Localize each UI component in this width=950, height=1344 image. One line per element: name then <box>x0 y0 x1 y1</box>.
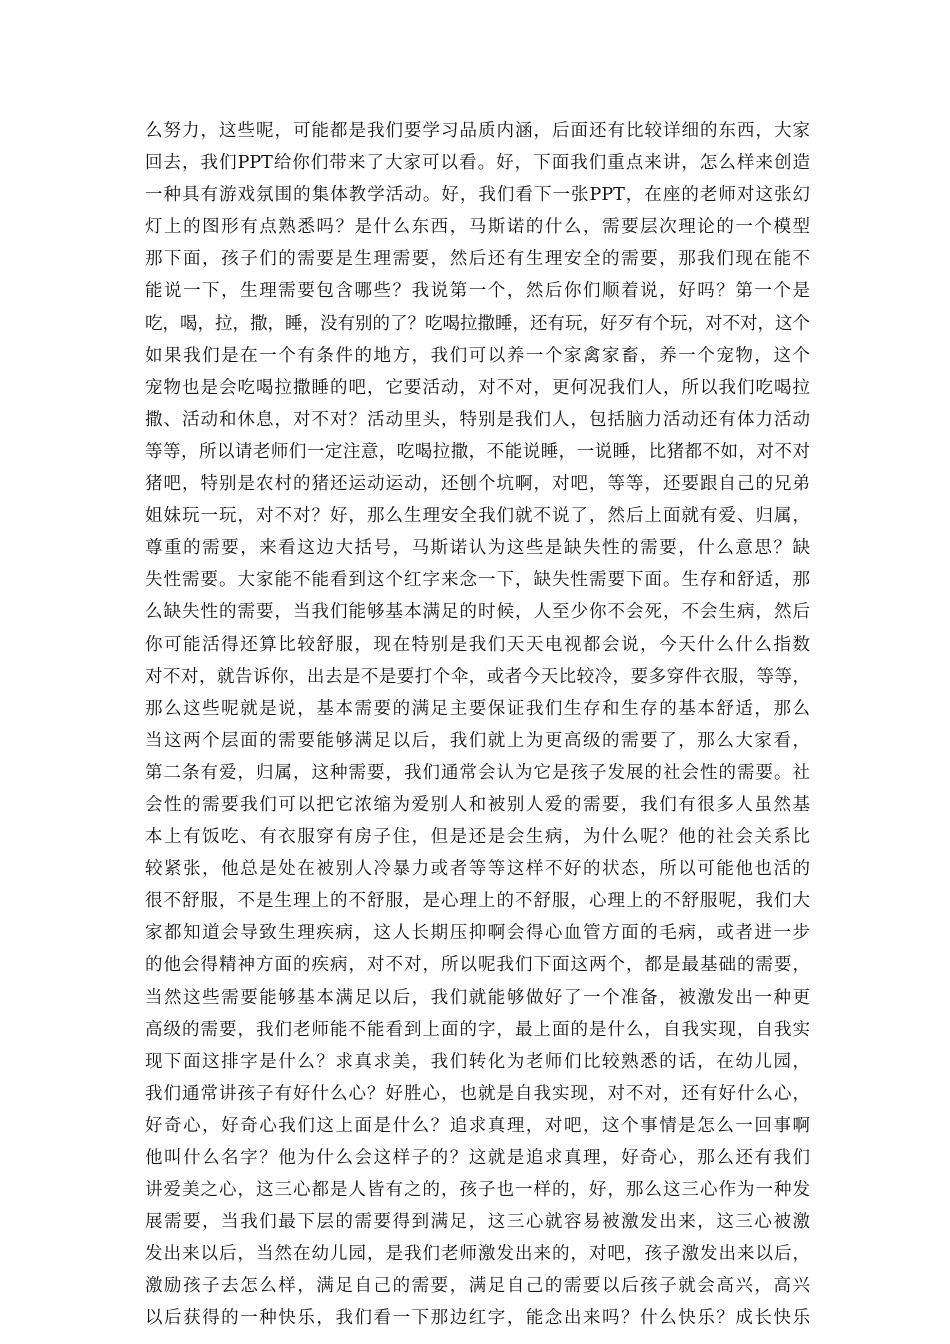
text-line: 现下面这排字是什么？求真求美，我们转化为老师们比较熟悉的话，在幼儿园， <box>145 1051 810 1072</box>
text-line: 回去，我们PPT给你们带来了大家可以看。好，下面我们重点来讲，怎么样来创造 <box>145 153 810 174</box>
text-line: 我们通常讲孩子有好什么心？好胜心，也就是自我实现，对不对，还有好什么心， <box>145 1083 810 1104</box>
text-line: 么努力，这些呢，可能都是我们要学习品质内涵，后面还有比较详细的东西，大家 <box>145 121 810 141</box>
text-line: 失性需要。大家能不能看到这个红字来念一下，缺失性需要下面。生存和舒适，那 <box>145 570 810 591</box>
text-line: 猪吧，特别是农村的猪还运动运动，还刨个坑啊，对吧，等等，还要跟自己的兄弟 <box>145 474 810 495</box>
text-line: 的他会得精神方面的疾病，对不对，所以呢我们下面这两个，都是最基础的需要， <box>145 955 810 976</box>
text-line: 宠物也是会吃喝拉撒睡的吧，它要活动，对不对，更何况我们人，所以我们吃喝拉 <box>145 377 810 398</box>
text-line: 很不舒服，不是生理上的不舒服，是心理上的不舒服，心理上的不舒服呢，我们大 <box>145 891 810 912</box>
text-line: 当然这些需要能够基本满足以后，我们就能够做好了一个准备，被激发出一种更 <box>145 987 810 1008</box>
text-line: 如果我们是在一个有条件的地方，我们可以养一个家禽家畜，养一个宠物，这个 <box>145 345 810 366</box>
text-line: 激励孩子去怎么样，满足自己的需要，满足自己的需要以后孩子就会高兴，高兴 <box>145 1276 810 1297</box>
text-line: 灯上的图形有点熟悉吗？是什么东西，马斯诺的什么，需要层次理论的一个模型 <box>145 217 810 238</box>
text-line: 会性的需要我们可以把它浓缩为爱别人和被别人爱的需要，我们有很多人虽然基 <box>145 794 810 815</box>
text-line: 本上有饭吃、有衣服穿有房子住，但是还是会生病，为什么呢？他的社会关系比 <box>145 827 810 848</box>
text-line: 等等，所以请老师们一定注意，吃喝拉撒，不能说睡，一说睡，比猪都不如，对不对 <box>145 441 810 462</box>
text-line: 撒、活动和休息，对不对？活动里头，特别是我们人，包括脑力活动还有体力活动 <box>145 409 810 430</box>
text-line: 那么这些呢就是说，基本需要的满足主要保证我们生存和生存的基本舒适，那么 <box>145 698 810 719</box>
text-line: 姐妹玩一玩，对不对？好，那么生理安全我们就不说了，然后上面就有爱、归属， <box>145 506 810 527</box>
text-line: 第二条有爱，归属，这种需要，我们通常会认为它是孩子发展的社会性的需要。社 <box>145 762 810 783</box>
text-line: 吃，喝，拉，撒，睡，没有别的了？吃喝拉撒睡，还有玩，好歹有个玩，对不对，这个 <box>145 313 810 334</box>
text-line: 发出来以后，当然在幼儿园，是我们老师激发出来的，对吧，孩子激发出来以后， <box>145 1244 810 1265</box>
text-line: 你可能活得还算比较舒服，现在特别是我们天天电视都会说，今天什么什么指数 <box>145 634 810 655</box>
document-page <box>145 115 810 1335</box>
text-line: 他叫什么名字？他为什么会这样子的？这就是追求真理，好奇心，那么还有我们 <box>145 1148 810 1168</box>
text-line: 对不对，就告诉你，出去是不是要打个伞，或者今天比较冷，要多穿件衣服，等等， <box>145 666 810 687</box>
text-line: 那下面，孩子们的需要是生理需要，然后还有生理安全的需要，那我们现在能不 <box>145 249 810 270</box>
text-line: 以后获得的一种快乐，我们看一下那边红字，能念出来吗？什么快乐？成长快乐 <box>145 1308 810 1329</box>
text-line: 么缺失性的需要，当我们能够基本满足的时候，人至少你不会死，不会生病，然后 <box>145 602 810 623</box>
text-line: 好奇心，好奇心我们这上面是什么？追求真理，对吧，这个事情是怎么一回事啊 <box>145 1115 810 1136</box>
text-line: 高级的需要，我们老师能不能看到上面的字，最上面的是什么，自我实现，自我实 <box>145 1019 810 1040</box>
text-line: 当这两个层面的需要能够满足以后，我们就上为更高级的需要了，那么大家看， <box>145 730 810 751</box>
text-line: 较紧张，他总是处在被别人冷暴力或者等等这样不好的状态，所以可能他也活的 <box>145 859 810 880</box>
text-line: 尊重的需要，来看这边大括号，马斯诺认为这些是缺失性的需要，什么意思？缺 <box>145 538 810 559</box>
text-line: 一种具有游戏氛围的集体教学活动。好，我们看下一张PPT，在座的老师对这张幻 <box>145 185 810 206</box>
text-line: 家都知道会导致生理疾病，这人长期压抑啊会得心血管方面的毛病，或者进一步 <box>145 923 810 944</box>
text-line: 能说一下，生理需要包含哪些？我说第一个，然后你们顺着说，好吗？第一个是 <box>145 281 810 302</box>
text-line: 讲爱美之心，这三心都是人皆有之的，孩子也一样的，好，那么这三心作为一种发 <box>145 1180 810 1201</box>
text-line: 展需要，当我们最下层的需要得到满足，这三心就容易被激发出来，这三心被激 <box>145 1212 810 1233</box>
